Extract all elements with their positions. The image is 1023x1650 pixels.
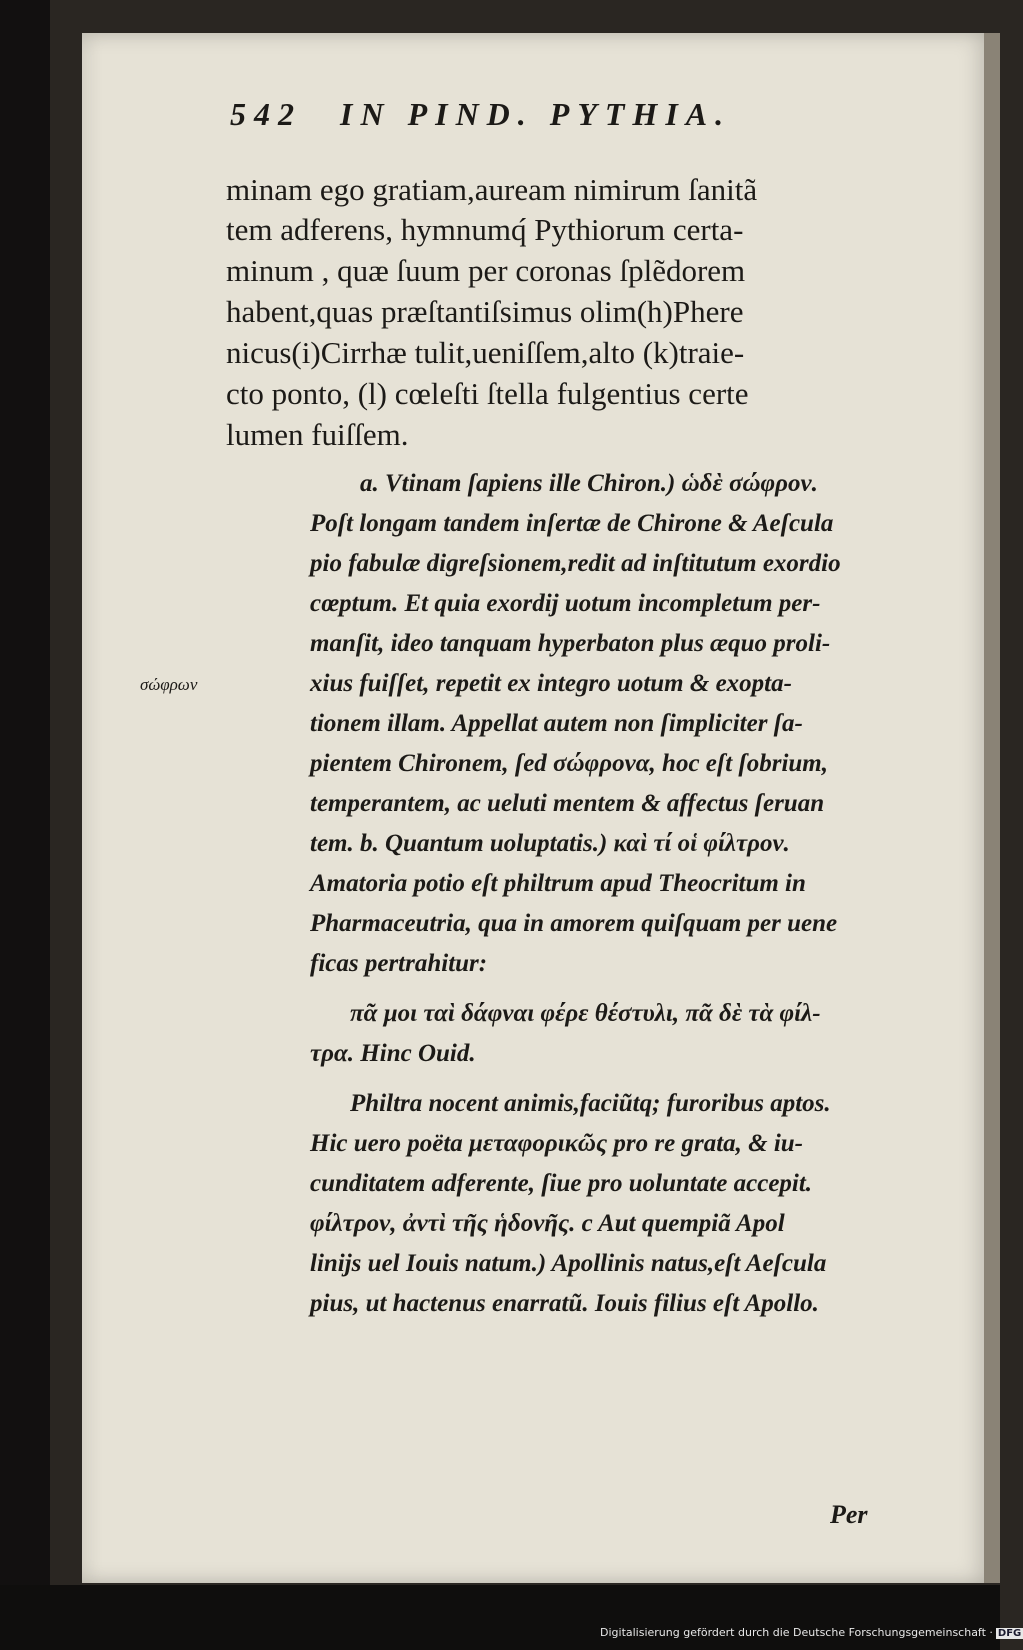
commentary-line: cœptum. Et quia exordij uotum incompletum per- [310, 590, 821, 617]
commentary-line: pius, ut hactenus enarratũ. Iouis filius eſt Apollo. [310, 1290, 819, 1317]
text-line: habent,quas præſtantiſsimus olim(h)Phere [226, 294, 744, 329]
commentary-line: manſit, ideo tanquam hyperbaton plus æquo proli- [310, 630, 831, 657]
commentary-line: a. Vtinam ſapiens ille Chiron.) ὡδὲ σώφρον. [360, 470, 818, 497]
commentary-line: tem. b. Quantum uoluptatis.) καὶ τί οἱ φίλτρον. [310, 830, 790, 857]
text-line: lumen fuiſſem. [226, 417, 409, 452]
scan-left-band [0, 0, 50, 1650]
text-line: cto ponto, (l) cœleſti ſtella fulgentius certe [226, 376, 749, 411]
commentary-line: φίλτρον, ἀντὶ τῆς ἡδονῆς. c Aut quempiã Apol [310, 1210, 785, 1237]
commentary-line: linijs uel Iouis natum.) Apollinis natus,eſt Aeſcula [310, 1250, 827, 1277]
commentary-line: cunditatem adferente, ſiue pro uoluntate accepit. [310, 1170, 813, 1197]
commentary-line: pientem Chironem, ſed σώφρονα, hoc eſt ſobrium, [310, 750, 829, 777]
commentary-line: Pharmaceutria, qua in amorem quiſquam per uene [310, 910, 838, 937]
commentary-line: tionem illam. Appellat autem non ſimpliciter ſa- [310, 710, 803, 737]
commentary-line: xius fuiſſet, repetit ex integro uotum & exopta- [310, 670, 792, 697]
catchword: Per [830, 1500, 868, 1529]
footer-text: Digitalisierung gefördert durch die Deutsche Forschungsgemeinschaft · [600, 1626, 993, 1639]
running-title: IN PIND. PYTHIA. [340, 96, 732, 132]
commentary-line: Poſt longam tandem inſertæ de Chirone & Aeſcula [310, 510, 834, 537]
greek-quote-line: τρα. Hinc Ouid. [310, 1040, 476, 1067]
commentary-line: pio fabulæ digreſsionem,redit ad inſtitutum exordio [310, 550, 841, 577]
page-number: 542 [230, 96, 302, 132]
page-edge [984, 33, 1000, 1583]
commentary-line: ficas pertrahitur: [310, 950, 488, 977]
scan-bottom-band [0, 1585, 1000, 1650]
text-line: nicus(i)Cirrhæ tulit,ueniſſem,alto (k)traie- [226, 335, 745, 370]
running-header [230, 96, 731, 133]
dfg-logo: DFG [997, 1628, 1022, 1639]
text-line: minam ego gratiam,auream nimirum ſanitã [226, 172, 758, 207]
greek-quote-line: πᾶ μοι ταὶ δάφναι φέρε θέστυλι, πᾶ δὲ τὰ φίλ- [350, 1000, 821, 1027]
margin-note: σώφρων [140, 675, 198, 694]
ovid-quote-line: Philtra nocent animis,faciũtq; furoribus aptos. [350, 1090, 831, 1117]
text-line: tem adferens, hymnumq́ Pythiorum certa- [226, 212, 744, 247]
commentary-line: Hic uero poëta μεταφορικῶς pro re grata, & iu- [310, 1130, 804, 1157]
digitization-credit [600, 1626, 1023, 1639]
commentary-line: temperantem, ac ueluti mentem & affectus ſeruan [310, 790, 825, 817]
text-line: minum , quæ ſuum per coronas ſplẽdorem [226, 253, 746, 288]
commentary-line: Amatoria potio eſt philtrum apud Theocritum in [310, 870, 806, 897]
